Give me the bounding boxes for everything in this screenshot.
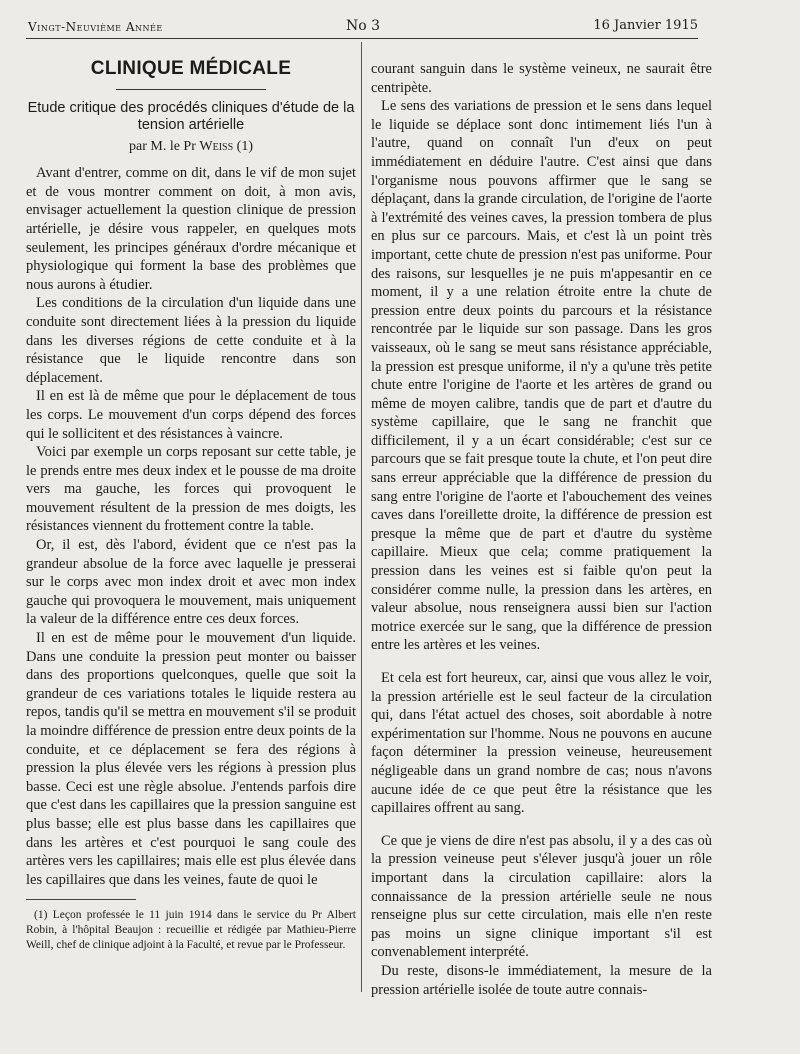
footnote-rule (26, 899, 136, 900)
paragraph: Et cela est fort heureux, car, ainsi que vous allez le voir, la pression artérielle est le seul facteur de la circulation qui, dans l'état actuel des choses, soit abordable à notre expérimentation sur l'homme. Nous ne pouvons en aucune façon déterminer la pression veineuse, heureusement négligeable dans un grand nombre de cas; nous n'avons aucune idée de ce que peut être la résistance que les capillaires offrent au sang. (371, 670, 712, 817)
header-rule (26, 38, 698, 39)
volume-label: Vingt-Neuvième Année (28, 20, 163, 34)
issue-number: No 3 (345, 18, 381, 34)
article-title: Etude critique des procédés cliniques d'étude de la tension artérielle (27, 99, 355, 133)
section-title: CLINIQUE MÉDICALE (90, 58, 292, 79)
issue-date: 16 Janvier 1915 (593, 18, 698, 33)
page-header (28, 18, 698, 40)
paragraph: Ce que je viens de dire n'est pas absolu, il y a des cas où la pression veineuse peut s'élever jusqu'à jouer un rôle important dans la circulation capillaire: alors la connaissance de la pression artérielle seule ne nous renseigne plus sur cette circulation, mais elle n'en reste pas moins un signe clinique important s'il est convenablement interprété. (371, 832, 712, 961)
byline-author: Weiss (199, 138, 234, 154)
column-divider (361, 42, 362, 992)
paragraph: courant sanguin dans le système veineux, ne saurait être centripète. (371, 61, 712, 96)
paragraph: Du reste, disons-le immédiatement, la mesure de la pression artérielle isolée de toute autre connais- (371, 962, 712, 998)
paragraph: Avant d'entrer, comme on dit, dans le vif de mon sujet et de vous montrer comment on doit, à mon avis, envisager actuellement la question clinique de pression artérielle, je désire vous rappeler, en quelques mots seulement, les principes généraux d'ordre mécanique et physiologique qui forment la base des problèmes que nous aurons à étudier. (26, 165, 356, 293)
right-column (371, 60, 712, 999)
paragraph: Il en est de même pour le mouvement d'un liquide. Dans une conduite la pression peut monter ou baisser dans des proportions quelconques, quelle que soit la grandeur de ces variations totales le liquide restera au repos, tandis qu'il se mettra en mouvement s'il se produit la moindre différence de pression entre deux points de la conduite, et ce déplacement se fera des régions à pression la plus élevée vers les régions à pression plus basse. Ceci est une règle absolue. J'entends parfois dire que c'est dans les capillaires que la pression sanguine est plus basse; elle est plus basse dans les capillaires que dans les artères et c'est pourquoi le sang coule des artères vers les capillaires; mais elle est plus élevée dans les capillaires que dans les veines, faute de quoi le (26, 630, 356, 888)
left-column (26, 58, 356, 952)
paragraph: Le sens des variations de pression et le sens dans lequel le liquide se déplace sont donc intimement liés l'un à l'autre, quand on connaît l'un d'eux on peut immédiatement en déduire l'autre. C'est ainsi que dans l'organisme nous pouvons affirmer que le sang se déplaçant, dans la grande circulation, de l'origine de l'aorte à l'extrémité des veines caves, la pression tombera de plus en plus sur ce parcours. Mais, et c'est là un point très important, cette chute de pression n'est pas uniforme. Pour des raisons, sur lesquelles je ne puis m'appesantir en ce moment, il y a une relation étroite entre la chute de pression entre deux points du parcours et la résistance rencontrée par le liquide sur son passage. Dans les gros vaisseaux, où le sang se meut sans résistance appréciable, la pression est presque uniforme, il n'y a qu'une très petite chute entre l'origine de l'aorte et les artères de grand ou même de moyen calibre, tandis que de part et d'autre du système capillaire, que le sang ne franchit que difficilement, il y a un écart considérable; c'est sur ce parcours que se fait presque toute la chute, et l'on peut dire sans erreur appréciable que la différence de pression du sang entre l'origine de l'aorte et l'abouchement des veines caves dans l'oreillette droite, la différence de pression est presque la même que de part et d'autre du système capillaire. Mieux que cela; comme pratiquement la pression dans les veines est si faible qu'on peut la considérer comme nulle, la pression dans les artères, en valeur absolue, nous renseignera aussi bien sur l'action motrice exercée sur le sang, que la différence de pression entre les artères et les veines. (371, 98, 712, 654)
section-rule (116, 89, 266, 90)
paragraph: Or, il est, dès l'abord, évident que ce n'est pas la grandeur absolue de la force avec laquelle je presserai sur le corps avec mon index droit et avec mon index gauche qui provoquera le mouvement, mais uniquement la valeur de la différence entre ces deux forces. (26, 537, 356, 628)
byline (26, 138, 356, 157)
footnote-ref: (1) (236, 138, 253, 154)
byline-prefix: par M. le Pr (129, 138, 196, 154)
paragraph: Les conditions de la circulation d'un liquide dans une conduite sont directement liées à la pression du liquide dans les diverses régions de cette conduite et à la résistance que le liquide rencontre dans son déplacement. (26, 295, 356, 386)
footnote: (1) Leçon professée le 11 juin 1914 dans le service du Pr Albert Robin, à l'hôpital Beaujon : recueillie et rédigée par Mathieu-Pierre Weill, chef de clinique adjoint à la Faculté, et revue par le Professeur. (26, 909, 356, 951)
paragraph: Voici par exemple un corps reposant sur cette table, je le prends entre mes deux index et le pousse de ma droite vers ma gauche, les forces qui provoquent le mouvement résultent de la pression de mes doigts, les résistances viennent du frottement contre la table. (26, 444, 356, 535)
paragraph: Il en est là de même que pour le déplacement de tous les corps. Le mouvement d'un corps dépend des forces qui le sollicitent et des résistances à vaincre. (26, 388, 356, 442)
